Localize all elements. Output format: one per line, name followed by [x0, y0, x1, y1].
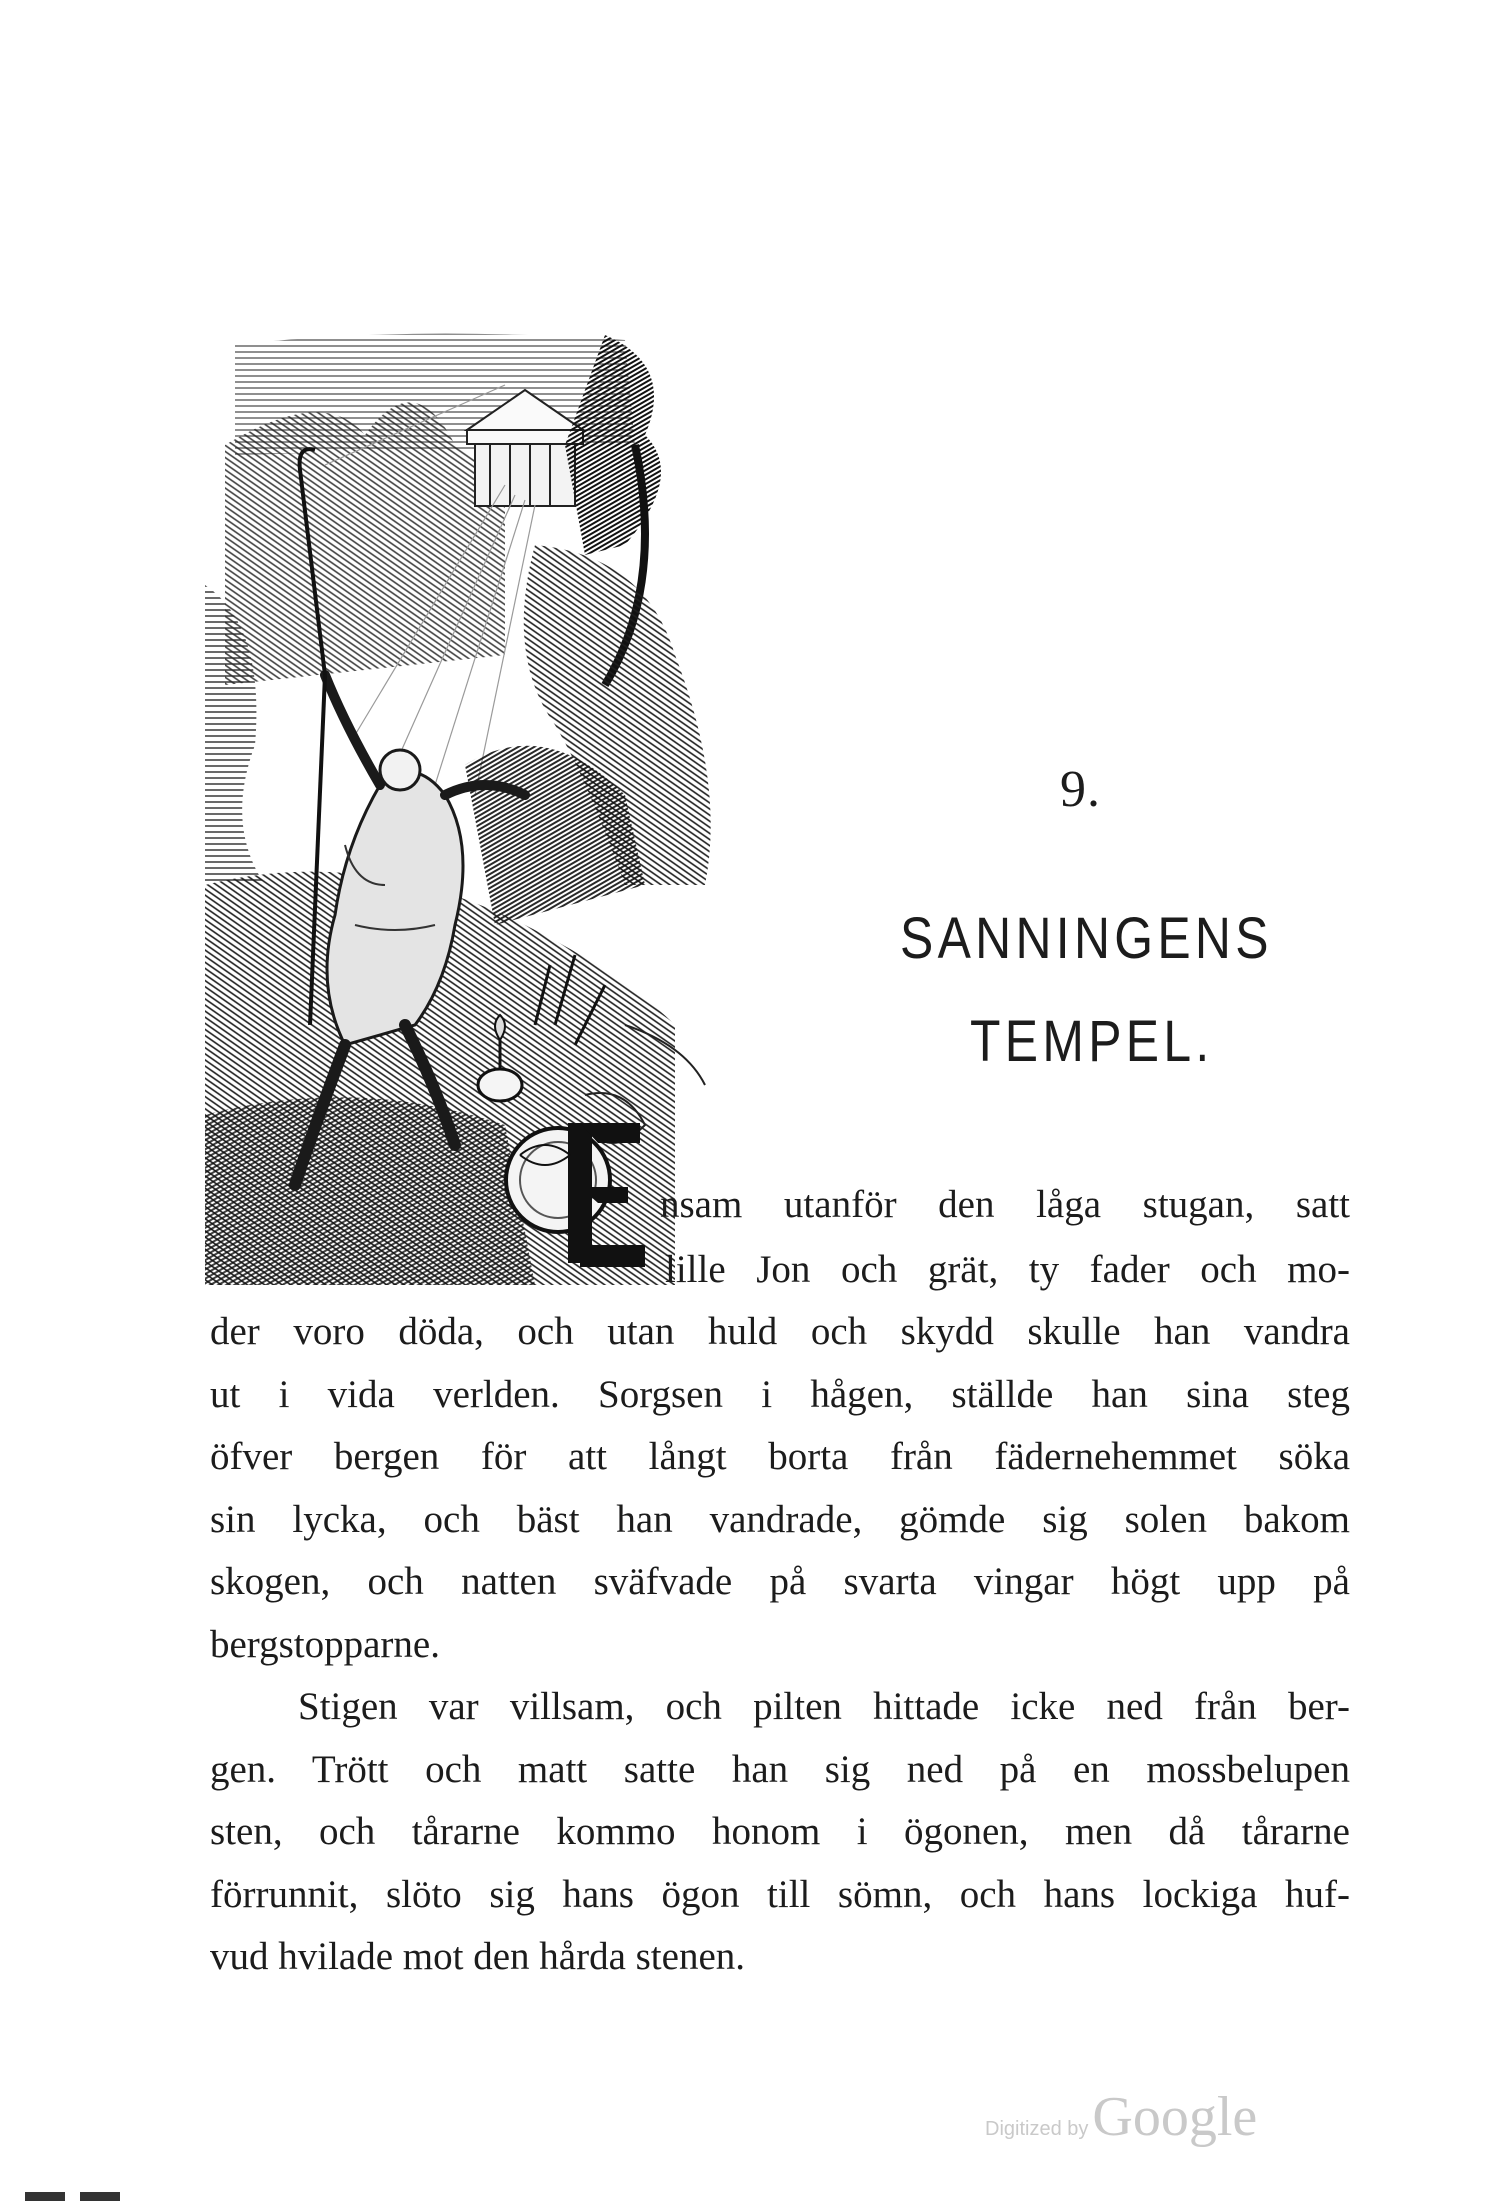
- text-line-5: öfver bergen för att långt borta från fädernehemmet söka: [210, 1435, 1350, 1478]
- dropcap-letter: [500, 1095, 650, 1275]
- text-line-2: lille Jon och grät, ty fader och mo-: [665, 1248, 1350, 1291]
- watermark-prefix: Digitized by: [985, 2118, 1089, 2140]
- digitized-watermark: [985, 2085, 1305, 2155]
- text-line-12: förrunnit, slöto sig hans ögon till sömn, och hans lockiga huf-: [210, 1873, 1350, 1916]
- dropcap-ornament: [500, 1095, 650, 1275]
- text-line-4: ut i vida verlden. Sorgsen i hågen, ställde han sina steg: [210, 1373, 1350, 1416]
- text-line-10: gen. Trött och matt satte han sig ned på en mossbelupen: [210, 1748, 1350, 1791]
- text-line-6: sin lycka, och bäst han vandrade, gömde sig solen bakom: [210, 1498, 1350, 1541]
- text-line-13: vud hvilade mot den hårda stenen.: [210, 1935, 746, 1978]
- watermark-brand: Google: [1092, 2086, 1258, 2148]
- text-line-1: nsam utanför den låga stugan, satt: [660, 1183, 1350, 1226]
- text-line-3: der voro döda, och utan huld och skydd skulle han vandra: [210, 1310, 1350, 1353]
- text-line-9: Stigen var villsam, och pilten hittade icke ned från ber-: [298, 1685, 1350, 1728]
- chapter-number: 9.: [1060, 761, 1101, 818]
- text-line-7: skogen, och natten sväfvade på svarta vingar högt upp på: [210, 1560, 1350, 1603]
- chapter-title-line-2: TEMPEL.: [970, 1009, 1214, 1074]
- text-line-11: sten, och tårarne kommo honom i ögonen, men då tårarne: [210, 1810, 1350, 1853]
- chapter-title-line-1: SANNINGENS: [900, 906, 1273, 971]
- text-line-8: bergstopparne.: [210, 1623, 440, 1666]
- scan-edge-mark: [0, 2190, 130, 2201]
